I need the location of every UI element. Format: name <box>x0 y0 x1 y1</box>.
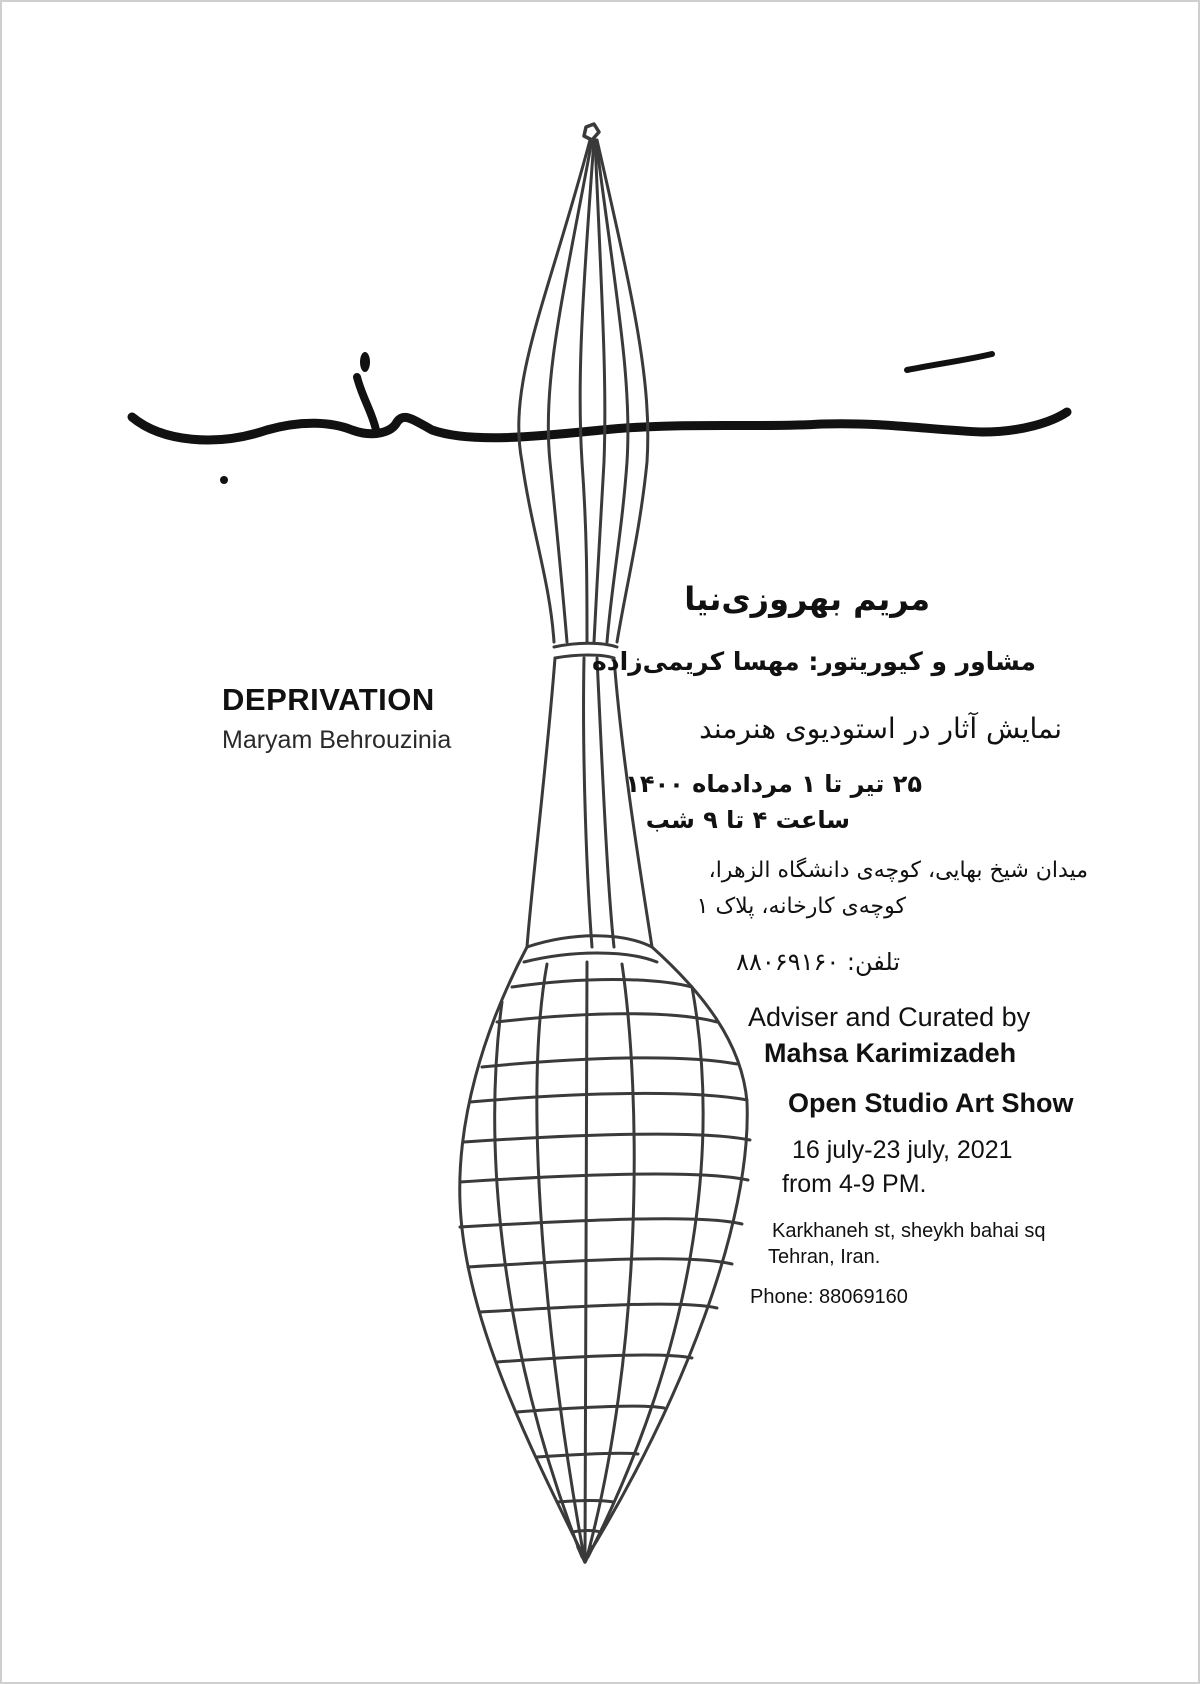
show-title-en: Open Studio Art Show <box>788 1088 1074 1118</box>
hours-en: from 4-9 PM. <box>782 1170 927 1198</box>
dates-fa: ۲۵ تیر تا ۱ مردادماه ۱۴۰۰ <box>625 770 922 798</box>
exhibition-title-en: DEPRIVATION <box>222 682 435 717</box>
hours-fa: ساعت ۴ تا ۹ شب <box>645 806 850 834</box>
poster-artwork <box>2 2 1198 1682</box>
address-fa-line1: میدان شیخ بهایی، کوچه‌ی دانشگاه الزهرا، <box>708 858 1088 883</box>
curator-fa: مشاور و کیوریتور: مهسا کریمی‌زاده <box>592 647 1036 676</box>
address-fa-line2: کوچه‌ی کارخانه، پلاک ۱ <box>696 894 906 919</box>
address-en-line1: Karkhaneh st, sheykh bahai sq <box>772 1220 1046 1242</box>
show-title-fa: نمایش آثار در استودیوی هنرمند <box>699 712 1062 745</box>
address-en-line2: Tehran, Iran. <box>768 1246 881 1268</box>
calligraphy-title <box>132 352 1067 484</box>
adviser-label: Adviser and Curated by <box>748 1002 1031 1032</box>
wire-sculpture <box>460 124 750 1562</box>
artist-name-fa: مریم بهروزی‌نیا <box>684 580 930 618</box>
dates-en: 16 july-23 july, 2021 <box>792 1136 1013 1164</box>
phone-en: Phone: 88069160 <box>750 1286 908 1308</box>
phone-fa: تلفن: ۸۸۰۶۹۱۶۰ <box>736 948 900 976</box>
adviser-name: Mahsa Karimizadeh <box>764 1038 1017 1068</box>
artist-name-en: Maryam Behrouzinia <box>222 726 452 754</box>
